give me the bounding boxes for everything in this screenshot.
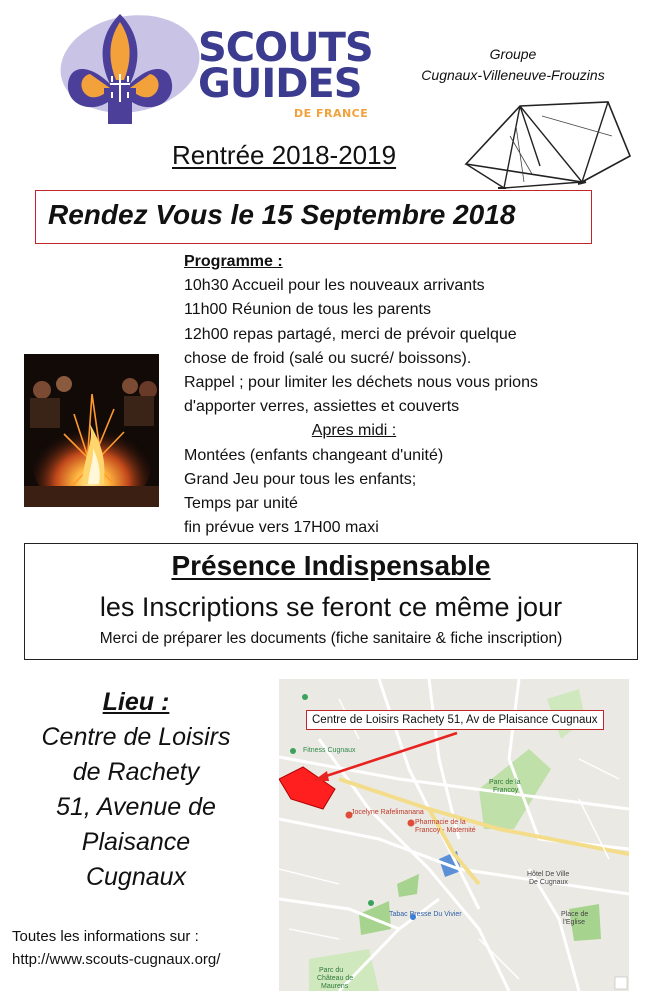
map-place-jocelyne: Jocelyne Rafelimanana <box>351 809 424 816</box>
logo-line-de-france: DE FRANCE <box>294 107 369 120</box>
programme-line: d'apporter verres, assiettes et couverts <box>184 398 460 416</box>
map-place-fitness: Fitness Cugnaux <box>303 747 356 754</box>
rendezvous-banner <box>35 190 592 244</box>
logo-line-scouts: SCOUTS <box>198 25 373 71</box>
season-title: Rentrée 2018-2019 <box>172 140 397 170</box>
location-line: Cugnaux <box>85 863 187 891</box>
programme-line: fin prévue vers 17H00 maxi <box>184 519 379 537</box>
location-line: 51, Avenue de <box>56 793 216 821</box>
map-place-hotel-1: Hôtel De Ville <box>527 871 570 878</box>
location-title: Lieu : <box>102 688 170 716</box>
programme-line: Grand Jeu pour tous les enfants; <box>184 470 417 488</box>
map-place-hotel-2: De Cugnaux <box>529 879 568 886</box>
afternoon-label: Apres midi : <box>311 422 397 440</box>
programme-line: Temps par unité <box>184 495 298 513</box>
map-place-pharmacie-2: Francoy - Maternité <box>415 827 476 834</box>
tent-icon <box>462 96 634 192</box>
logo-wordmark <box>198 25 373 120</box>
programme-label: Programme : <box>184 253 283 270</box>
programme-line: chose de froid (salé ou sucré/ boissons). <box>184 349 472 367</box>
tent-drawing <box>462 96 634 192</box>
campfire-image <box>24 354 159 507</box>
info-section <box>12 925 220 971</box>
location-line: Centre de Loisirs <box>41 723 231 751</box>
map-place-parc-2: Francoy <box>493 787 519 794</box>
map-place-chateau-3: Maurens <box>321 983 349 990</box>
map-place-pharmacie-1: Pharmacie de la <box>415 819 466 826</box>
programme-section <box>184 250 624 540</box>
map-place-eglise-2: l'Eglise <box>563 919 585 926</box>
logo-line-guides: GUIDES <box>198 61 362 107</box>
presence-note: Merci de préparer les documents (fiche sanitaire & fiche inscription) <box>99 630 563 647</box>
group-name <box>398 44 628 86</box>
map-place-tabac: Tabac Presse Du Vivier <box>389 911 462 918</box>
location-section <box>8 685 264 895</box>
presence-subtitle: les Inscriptions se feront ce même jour <box>99 592 563 622</box>
location-map[interactable] <box>279 679 629 991</box>
programme-line: 11h00 Réunion de tous les parents <box>184 301 431 319</box>
map-place-eglise-1: Place de <box>561 911 589 918</box>
campfire-photo <box>24 354 159 507</box>
rendezvous-date: Rendez Vous le 15 Septembre 2018 <box>48 199 516 230</box>
programme-line: Montées (enfants changeant d'unité) <box>184 446 444 464</box>
map-place-chateau-1: Parc du <box>319 967 344 974</box>
programme-line: Rappel ; pour limiter les déchets nous vous prions <box>184 374 538 392</box>
presence-title: Présence Indispensable <box>171 550 491 581</box>
scouts-guides-logo <box>60 4 373 138</box>
map-place-chateau-2: Château de <box>317 975 354 982</box>
info-label: Toutes les informations sur : <box>12 928 199 945</box>
presence-banner <box>24 543 638 660</box>
website-link[interactable]: http://www.scouts-cugnaux.org/ <box>12 951 221 968</box>
programme-line: 10h30 Accueil pour les nouveaux arrivants <box>184 277 485 295</box>
map-place-parc-1: Parc de la <box>489 779 521 786</box>
map-callout-label: Centre de Loisirs Rachety 51, Av de Plaisance Cugnaux <box>306 710 604 730</box>
location-line: de Rachety <box>72 758 200 786</box>
group-location: Cugnaux-Villeneuve-Frouzins <box>421 67 605 83</box>
location-line: Plaisance <box>81 828 191 856</box>
programme-line: 12h00 repas partagé, merci de prévoir quelque <box>184 325 517 343</box>
group-label: Groupe <box>489 46 537 62</box>
